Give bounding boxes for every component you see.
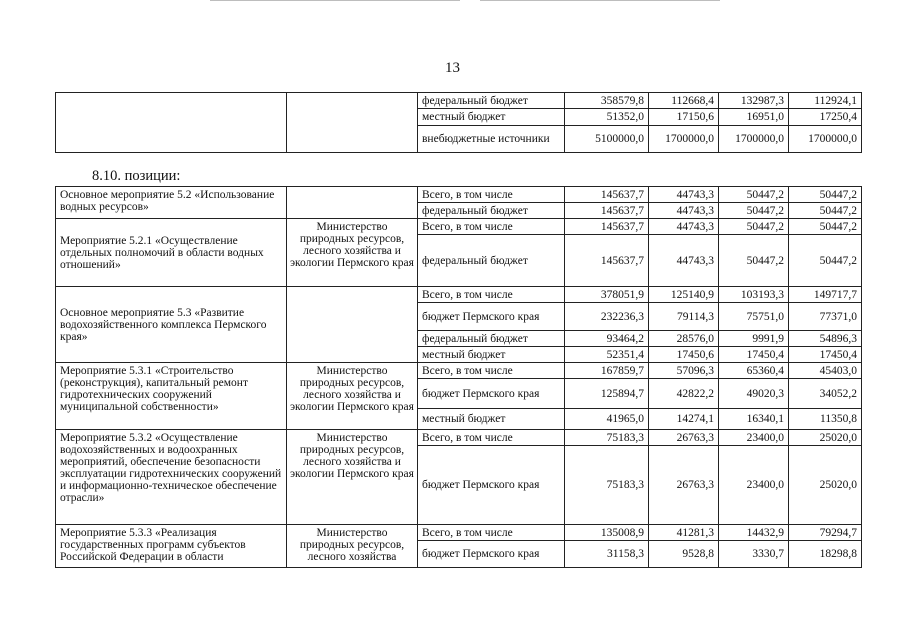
- value-cell: 75183,3: [565, 430, 649, 446]
- value-cell: 17450,4: [719, 347, 789, 363]
- scan-top-rule-left: [210, 0, 460, 1]
- source-cell: Всего, в том числе: [418, 287, 565, 303]
- table-row: [56, 363, 862, 379]
- scan-top-rule-right: [480, 0, 720, 1]
- value-cell: 167859,7: [565, 363, 649, 379]
- activity-name-cell: Мероприятие 5.3.2 «Осуществление водохозяйственных и водоохранных мероприятий, обеспечение безопасности эксплуатации гидротехнических сооружений и информационно-техническое обеспечение отрасли»: [56, 430, 287, 525]
- source-cell: местный бюджет: [418, 347, 565, 363]
- value-cell: 145637,7: [565, 235, 649, 287]
- blank-org-cell: [287, 93, 418, 153]
- source-cell: Всего, в том числе: [418, 219, 565, 235]
- value-cell: 50447,2: [719, 219, 789, 235]
- blank-name-cell: [56, 93, 287, 153]
- table-row: [56, 187, 862, 203]
- table-row: [56, 430, 862, 446]
- value-cell: 145637,7: [565, 203, 649, 219]
- value-cell: 23400,0: [719, 430, 789, 446]
- value-cell: 9528,8: [649, 541, 719, 568]
- activity-name-cell: Мероприятие 5.3.3 «Реализация государственных программ субъектов Российской Федерации в области: [56, 525, 287, 568]
- source-cell: Всего, в том числе: [418, 430, 565, 446]
- value-cell: 112668,4: [649, 93, 719, 109]
- value-cell: 3330,7: [719, 541, 789, 568]
- source-cell: федеральный бюджет: [418, 331, 565, 347]
- activity-name-cell: Мероприятие 5.2.1 «Осуществление отдельных полномочий в области водных отношений»: [56, 219, 287, 287]
- value-cell: 50447,2: [789, 235, 862, 287]
- value-cell: 232236,3: [565, 303, 649, 331]
- value-cell: 79114,3: [649, 303, 719, 331]
- source-cell: бюджет Пермского края: [418, 541, 565, 568]
- value-cell: 75751,0: [719, 303, 789, 331]
- value-cell: 57096,3: [649, 363, 719, 379]
- value-cell: 45403,0: [789, 363, 862, 379]
- value-cell: 112924,1: [789, 93, 862, 109]
- value-cell: 9991,9: [719, 331, 789, 347]
- value-cell: 25020,0: [789, 430, 862, 446]
- activity-name-cell: Мероприятие 5.3.1 «Строительство (реконструкция), капитальный ремонт гидротехнических сооружений муниципальной собственности»: [56, 363, 287, 430]
- value-cell: 103193,3: [719, 287, 789, 303]
- value-cell: 135008,9: [565, 525, 649, 541]
- value-cell: 50447,2: [719, 187, 789, 203]
- value-cell: 149717,7: [789, 287, 862, 303]
- value-cell: 34052,2: [789, 379, 862, 409]
- value-cell: 145637,7: [565, 219, 649, 235]
- table-row: [56, 525, 862, 541]
- value-cell: 17450,4: [789, 347, 862, 363]
- value-cell: 125894,7: [565, 379, 649, 409]
- value-cell: 44743,3: [649, 235, 719, 287]
- value-cell: 51352,0: [565, 109, 649, 126]
- organization-cell: Министерство природных ресурсов, лесного хозяйства и экологии Пермского края: [287, 219, 418, 287]
- organization-cell: Министерство природных ресурсов, лесного хозяйства и экологии Пермского края: [287, 363, 418, 430]
- source-cell: бюджет Пермского края: [418, 446, 565, 525]
- table-row: [56, 93, 862, 109]
- page-number: 13: [445, 60, 460, 76]
- value-cell: 16340,1: [719, 409, 789, 430]
- source-cell: Всего, в том числе: [418, 187, 565, 203]
- value-cell: 132987,3: [719, 93, 789, 109]
- value-cell: 14432,9: [719, 525, 789, 541]
- value-cell: 50447,2: [719, 235, 789, 287]
- source-cell: Всего, в том числе: [418, 525, 565, 541]
- positions-table: [55, 186, 862, 568]
- value-cell: 50447,2: [789, 187, 862, 203]
- value-cell: 358579,8: [565, 93, 649, 109]
- value-cell: 25020,0: [789, 446, 862, 525]
- value-cell: 52351,4: [565, 347, 649, 363]
- value-cell: 41281,3: [649, 525, 719, 541]
- value-cell: 50447,2: [719, 203, 789, 219]
- value-cell: 17150,6: [649, 109, 719, 126]
- value-cell: 5100000,0: [565, 126, 649, 153]
- value-cell: 65360,4: [719, 363, 789, 379]
- source-cell: бюджет Пермского края: [418, 379, 565, 409]
- value-cell: 79294,7: [789, 525, 862, 541]
- value-cell: 11350,8: [789, 409, 862, 430]
- value-cell: 26763,3: [649, 446, 719, 525]
- organization-cell: Министерство природных ресурсов, лесного хозяйства: [287, 525, 418, 568]
- source-cell: бюджет Пермского края: [418, 303, 565, 331]
- organization-cell: [287, 287, 418, 363]
- value-cell: 1700000,0: [649, 126, 719, 153]
- source-cell: местный бюджет: [418, 409, 565, 430]
- value-cell: 77371,0: [789, 303, 862, 331]
- source-cell: местный бюджет: [418, 109, 565, 126]
- value-cell: 75183,3: [565, 446, 649, 525]
- table-row: [56, 287, 862, 303]
- value-cell: 54896,3: [789, 331, 862, 347]
- source-cell: Всего, в том числе: [418, 363, 565, 379]
- value-cell: 14274,1: [649, 409, 719, 430]
- value-cell: 44743,3: [649, 203, 719, 219]
- value-cell: 145637,7: [565, 187, 649, 203]
- value-cell: 125140,9: [649, 287, 719, 303]
- value-cell: 16951,0: [719, 109, 789, 126]
- value-cell: 50447,2: [789, 203, 862, 219]
- source-cell: федеральный бюджет: [418, 235, 565, 287]
- value-cell: 17250,4: [789, 109, 862, 126]
- organization-cell: Министерство природных ресурсов, лесного хозяйства и экологии Пермского края: [287, 430, 418, 525]
- value-cell: 1700000,0: [719, 126, 789, 153]
- value-cell: 17450,6: [649, 347, 719, 363]
- organization-cell: [287, 187, 418, 219]
- activity-name-cell: Основное мероприятие 5.3 «Развитие водохозяйственного комплекса Пермского края»: [56, 287, 287, 363]
- source-cell: федеральный бюджет: [418, 93, 565, 109]
- value-cell: 1700000,0: [789, 126, 862, 153]
- value-cell: 31158,3: [565, 541, 649, 568]
- value-cell: 44743,3: [649, 219, 719, 235]
- value-cell: 18298,8: [789, 541, 862, 568]
- value-cell: 50447,2: [789, 219, 862, 235]
- activity-name-cell: Основное мероприятие 5.2 «Использование водных ресурсов»: [56, 187, 287, 219]
- value-cell: 28576,0: [649, 331, 719, 347]
- source-cell: федеральный бюджет: [418, 203, 565, 219]
- continuation-table: [55, 92, 862, 153]
- source-cell: внебюджетные источники: [418, 126, 565, 153]
- section-title: 8.10. позиции:: [92, 168, 181, 184]
- value-cell: 23400,0: [719, 446, 789, 525]
- value-cell: 26763,3: [649, 430, 719, 446]
- value-cell: 93464,2: [565, 331, 649, 347]
- value-cell: 42822,2: [649, 379, 719, 409]
- value-cell: 41965,0: [565, 409, 649, 430]
- value-cell: 378051,9: [565, 287, 649, 303]
- table-row: [56, 219, 862, 235]
- value-cell: 44743,3: [649, 187, 719, 203]
- value-cell: 49020,3: [719, 379, 789, 409]
